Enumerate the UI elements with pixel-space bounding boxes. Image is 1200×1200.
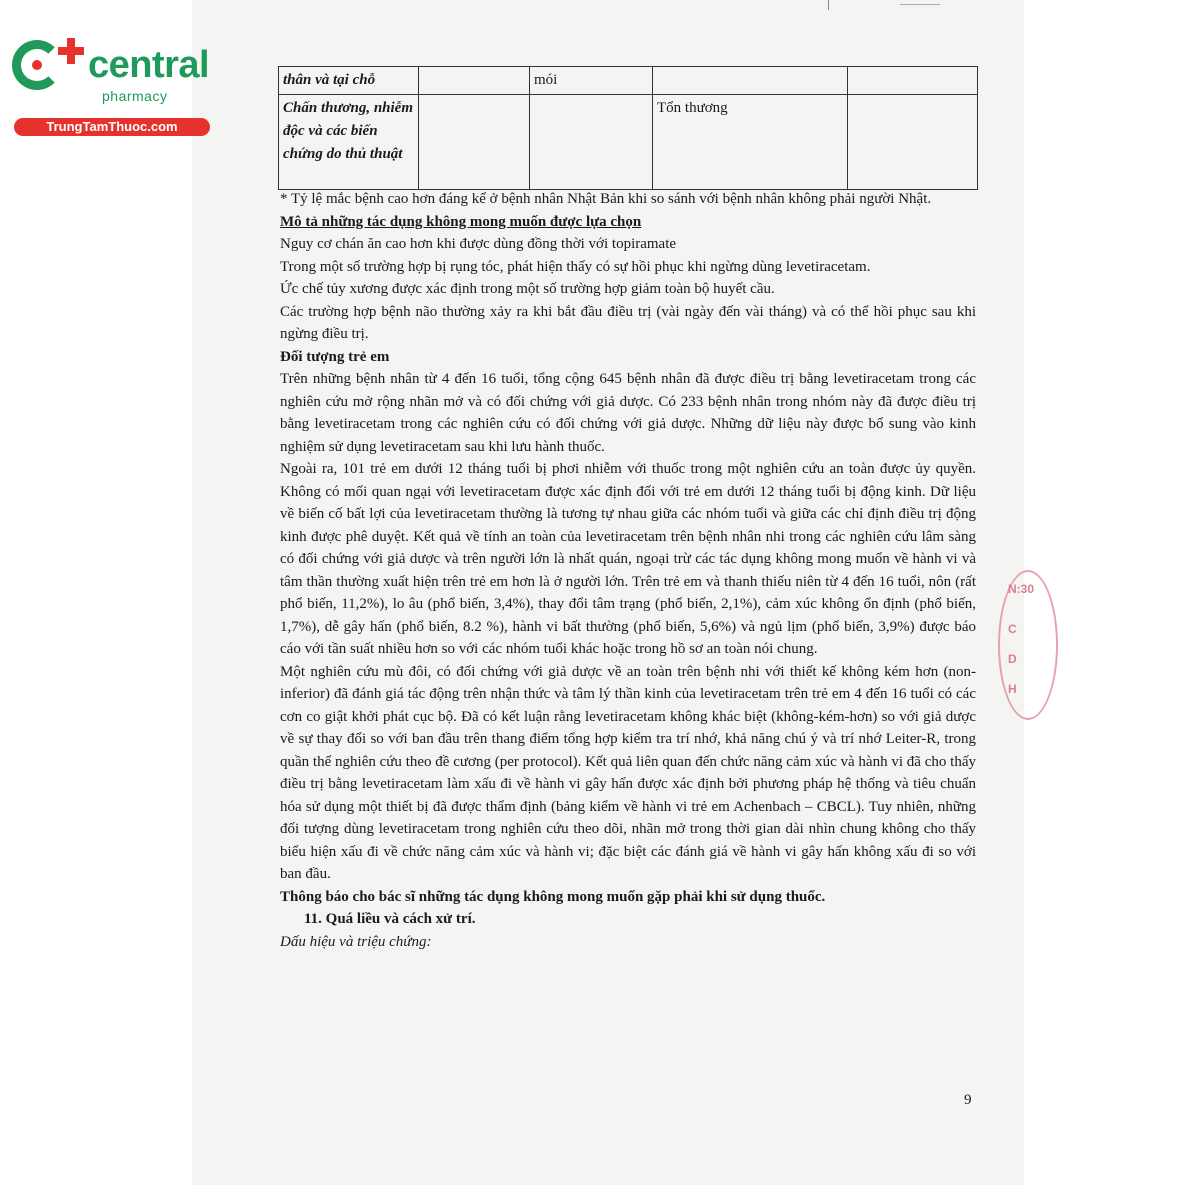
red-stamp-seal: N:30 C D H bbox=[998, 570, 1058, 720]
table-cell bbox=[419, 67, 530, 95]
table-cell bbox=[848, 95, 978, 190]
section-heading: 11. Quá liều và cách xử trí. bbox=[304, 911, 476, 927]
page-number: 9 bbox=[964, 1092, 972, 1108]
paragraph: Ngoài ra, 101 trẻ em dưới 12 tháng tuổi bị phơi nhiễm với thuốc trong một nghiên cứu an toàn được ủy quyền. Không có mối quan ngại với levetiracetam được xác định đối với trẻ em dưới 12 tháng tuổi bị động kinh. Dữ liệu về biến cố bất lợi của levetiracetam thường là tương tự nhau giữa các nhóm tuổi và giữa các chỉ định điều trị động kinh được phê duyệt. Kết quả về tính an toàn của levetiracetam trên bệnh nhân nhi trong các nghiên cứu lâm sàng có đối chứng với giả dược và trên người lớn là nhất quán, ngoại trừ các tác dụng không mong muốn về hành vi và tâm thần thường xuất hiện trên trẻ em hơn là ở người lớn. Trên trẻ em và thanh thiếu niên từ 4 đến 16 tuổi, nôn (rất phổ biến, 11,2%), lo âu (phổ biến, 3,4%), thay đổi tâm trạng (phổ biến, 2,1%), cảm xúc không ổn định (phổ biến, 1,7%), dễ gây hấn (phổ biến, 8.2 %), hành vi bất thường (phổ biến, 5,6%) và ngủ lịm (phổ biến, 3,9%) được báo cáo với tần suất nhiều hơn so với các nhóm tuổi khác hoặc trong hồ sơ an toàn nói chung. bbox=[280, 461, 976, 657]
table-cell: Chấn thương, nhiễm độc và các biến chứng do thủ thuật bbox=[279, 95, 419, 190]
scan-mark bbox=[900, 4, 940, 5]
table-cell: Tổn thương bbox=[653, 95, 848, 190]
paragraph: Ức chế tủy xương được xác định trong một số trường hợp giảm toàn bộ huyết cầu. bbox=[280, 281, 775, 297]
scan-mark bbox=[828, 0, 829, 10]
table-row bbox=[279, 67, 978, 95]
paragraph: Trên những bệnh nhân từ 4 đến 16 tuổi, tổng cộng 645 bệnh nhân đã được điều trị bằng levetiracetam trong các nghiên cứu mở rộng nhãn mở và có đối chứng với giả dược. Có 233 bệnh nhân trong nhóm này đã được điều trị bằng levetiracetam trong các nghiên cứu có đối chứng với giả dược. Những dữ liệu này được bổ sung vào kinh nghiệm sử dụng levetiracetam sau khi lưu hành thuốc. bbox=[280, 371, 976, 455]
logo-subtitle: pharmacy bbox=[102, 88, 168, 104]
section-title: Mô tả những tác dụng không mong muốn được lựa chọn bbox=[280, 213, 642, 230]
paragraph: Nguy cơ chán ăn cao hơn khi được dùng đồng thời với topiramate bbox=[280, 236, 677, 252]
table-cell bbox=[419, 95, 530, 190]
logo-dot-icon bbox=[32, 60, 42, 70]
paragraph: Trong một số trường hợp bị rụng tóc, phát hiện thấy có sự hồi phục khi ngừng dùng levetiracetam. bbox=[280, 258, 871, 275]
document-body bbox=[280, 188, 976, 953]
paragraph: Một nghiên cứu mù đôi, có đối chứng với giả dược về an toàn trên bệnh nhi với thiết kế không kém hơn (non-inferior) đã đánh giá tác động trên nhận thức và tâm lý thần kinh của levetiracetam trên trẻ em 4 đến 16 tuổi có các cơn co giật khởi phát cục bộ. Đã có kết luận rằng levetiracetam không khác biệt (không-kém-hơn) so với giả dược về sự thay đổi so với ban đầu trên thang điểm tổng hợp kiểm tra trí nhớ, khả năng chú ý và trí nhớ Leiter-R, trong quần thể nghiên cứu theo đề cương (per protocol). Kết quả liên quan đến chức năng cảm xúc và hành vi đã cho thấy điều trị bằng levetiracetam làm xấu đi về hành vi gây hấn được xác định bởi phương pháp hệ thống và tiêu chuẩn hóa sử dụng một thiết bị đã được thẩm định (bảng kiểm về hành vi trẻ em Achenbach – CBCL). Tuy nhiên, những đối tượng dùng levetiracetam trong nghiên cứu theo dõi, nhãn mở trong thời gian dài nhìn chung không cho thấy biểu hiện xấu đi về chức năng cảm xúc và hành vi; đặc biệt các đánh giá về hành vi gây hấn không xấu đi so với ban đầu. bbox=[280, 663, 976, 882]
notify-line: Thông báo cho bác sĩ những tác dụng không mong muốn gặp phải khi sử dụng thuốc. bbox=[280, 888, 826, 905]
logo-site-link[interactable]: TrungTamThuoc.com bbox=[14, 118, 210, 136]
table-cell bbox=[530, 95, 653, 190]
table-cell: thân và tại chỗ bbox=[279, 67, 419, 95]
subheading: Dấu hiệu và triệu chứng: bbox=[280, 933, 432, 950]
footnote: * Tỷ lệ mắc bệnh cao hơn đáng kể ở bệnh nhân Nhật Bản khi so sánh với bệnh nhân không phải người Nhật. bbox=[280, 191, 932, 207]
central-pharmacy-logo[interactable] bbox=[10, 38, 215, 136]
table-cell bbox=[653, 67, 848, 95]
table-cell: mói bbox=[530, 67, 653, 95]
table-row bbox=[279, 95, 978, 190]
logo-plus-icon bbox=[58, 38, 84, 64]
subsection-title: Đối tượng trẻ em bbox=[280, 348, 390, 365]
side-effects-table bbox=[278, 66, 978, 190]
table-cell bbox=[848, 67, 978, 95]
paragraph: Các trường hợp bệnh não thường xảy ra khi bắt đầu điều trị (vài ngày đến vài tháng) và có thể hồi phục sau khi ngừng điều trị. bbox=[280, 303, 976, 342]
logo-name: central bbox=[88, 44, 210, 86]
